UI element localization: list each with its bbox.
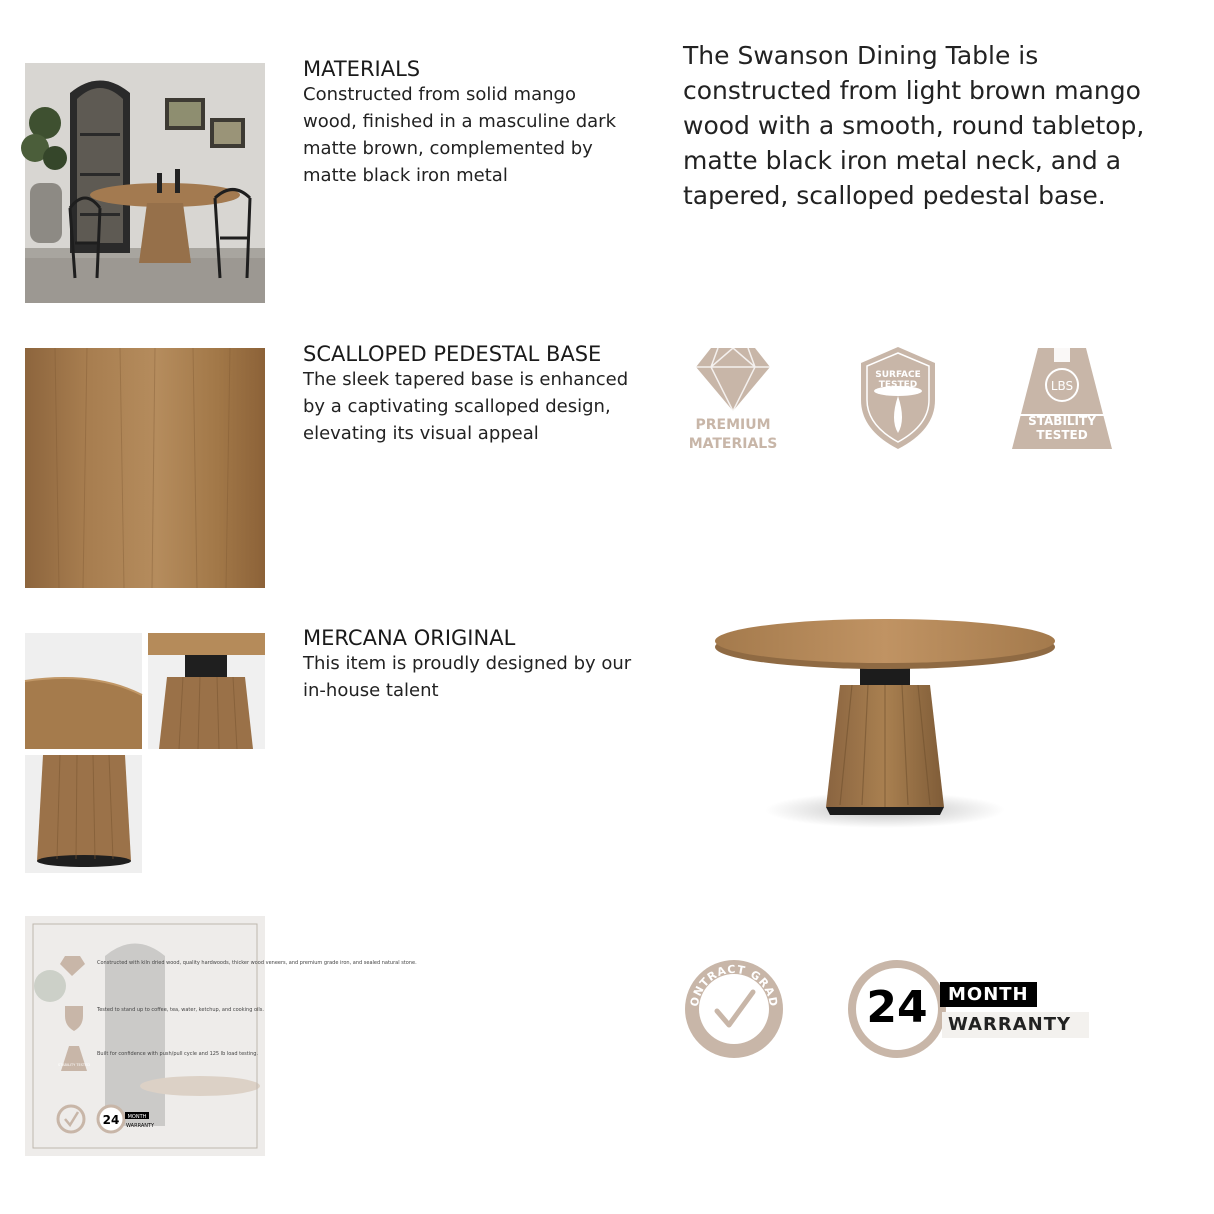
feature-title: MATERIALS: [303, 57, 421, 81]
thumb-line3: Built for confidence with push/pull cycle and 125 lb load testing.: [97, 1051, 259, 1057]
diamond-icon: [696, 348, 770, 411]
feature-original: [303, 626, 633, 704]
warranty-number: 24: [866, 982, 928, 1033]
wood-grain-closeup: [25, 348, 265, 588]
shield-icon: [861, 347, 935, 449]
pedestal-base-photo: [25, 755, 142, 873]
contract-grade-badge: [683, 958, 785, 1060]
thumb-line1: Constructed with kiln dried wood, quality hardwoods, thicker wood veneers, and premium grade iron, and sealed natural stone.: [97, 960, 417, 966]
infographic-thumbnail: [25, 916, 417, 1156]
contract-arc-text: ONTRACT GRAD: [687, 962, 781, 1009]
badge-line2: MATERIALS: [688, 436, 778, 452]
feature-pedestal: [303, 342, 633, 447]
thumb-warranty: WARRANTY: [126, 1123, 155, 1129]
metal-neck-photo: [148, 633, 265, 749]
feature-title: SCALLOPED PEDESTAL BASE: [303, 342, 602, 366]
badge-line1: PREMIUM: [695, 417, 771, 433]
feature-body: Constructed from solid mango wood, finished in a masculine dark matte brown, complemented by matte black iron metal: [303, 84, 616, 186]
warranty-month: MONTH: [940, 982, 1037, 1007]
badge-weight: LBS: [1050, 379, 1074, 393]
thumb-24: 24: [102, 1113, 120, 1127]
product-photo-table: [700, 595, 1070, 835]
badge-line1: STABILITY: [1028, 414, 1096, 428]
stability-tested-badge: [1010, 345, 1114, 451]
badge-line2: TESTED: [878, 380, 918, 390]
thumb-line2: Tested to stand up to coffee, tea, water, ketchup, and cooking oils.: [97, 1007, 264, 1013]
room-scene-photo: [25, 63, 265, 303]
feature-materials: [303, 57, 633, 189]
feature-body: The sleek tapered base is enhanced by a captivating scalloped design, elevating its visual appeal: [303, 369, 629, 444]
tabletop-edge-photo: [25, 633, 142, 749]
surface-tested-badge: [857, 345, 939, 451]
thumb-stability: STABILITY TESTED: [58, 1063, 90, 1067]
thumb-month: MONTH: [127, 1114, 147, 1120]
feature-title: MERCANA ORIGINAL: [303, 626, 516, 650]
premium-materials-badge: [683, 345, 783, 455]
room-scene-illustration: [25, 63, 265, 303]
feature-body: This item is proudly designed by our in-house talent: [303, 653, 632, 701]
wood-grain-texture: [25, 348, 265, 588]
product-intro: The Swanson Dining Table is constructed from light brown mango wood with a smooth, round tabletop, matte black iron metal neck, and a tapered, scalloped pedestal base.: [683, 41, 1145, 210]
warranty-badge: [848, 960, 1093, 1058]
warranty-label: WARRANTY: [942, 1012, 1089, 1038]
badge-line2: TESTED: [1036, 428, 1088, 442]
badge-line1: SURFACE: [875, 370, 921, 380]
detail-photo-collage: [25, 633, 265, 873]
